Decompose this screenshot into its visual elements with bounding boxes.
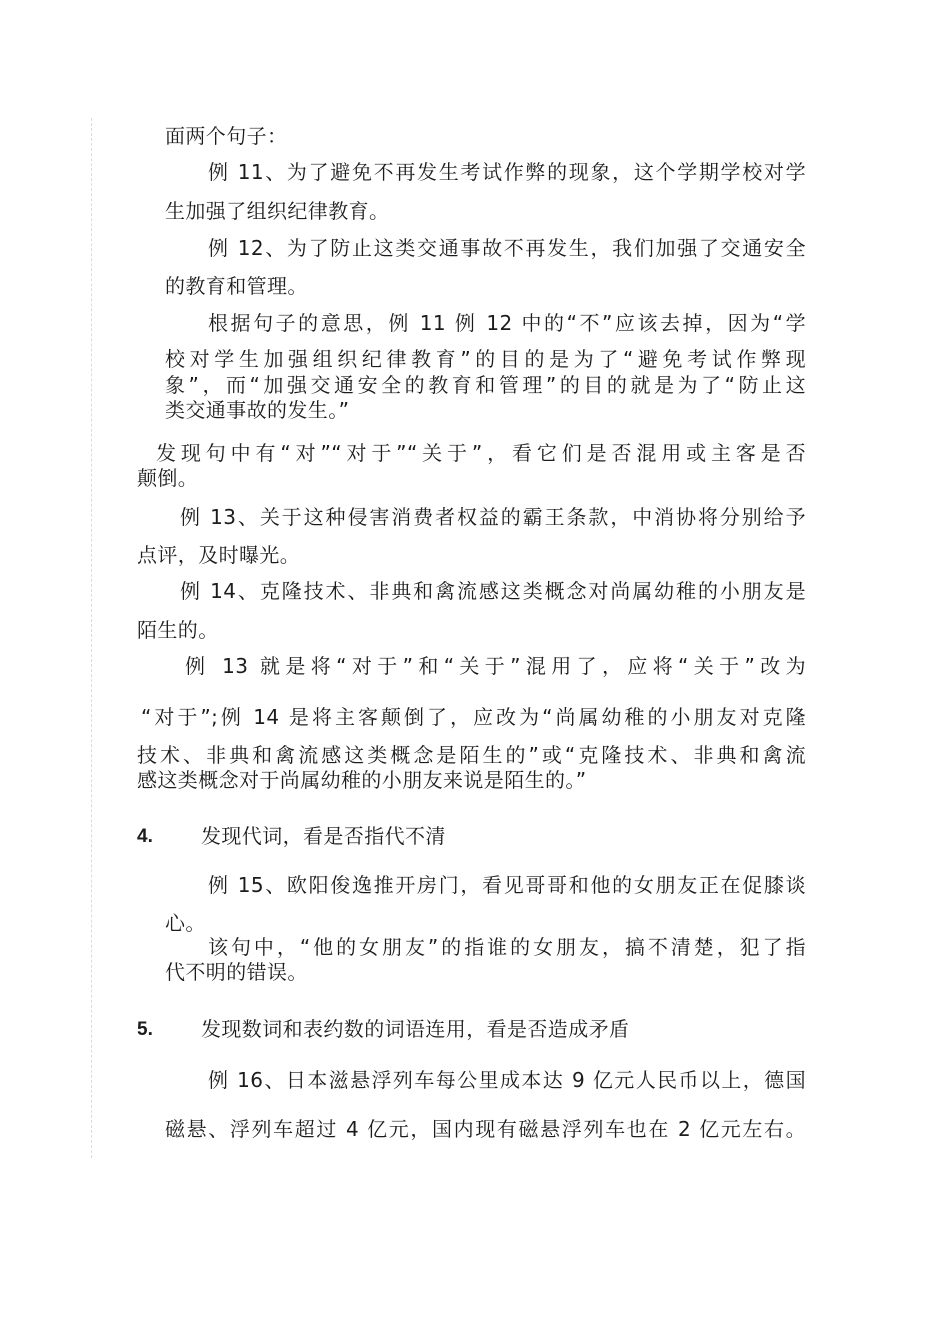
example-11-line: 例 11、为了避免不再发生考试作弊的现象，这个学期学校对学: [208, 160, 806, 184]
example-15-line: 例 15、欧阳俊逸推开房门，看见哥哥和他的女朋友正在促膝谈: [208, 873, 806, 897]
example-13-line: 例 13、关于这种侵害消费者权益的霸王条款，中消协将分别给予: [180, 505, 806, 529]
section-5-number: 5.: [137, 1019, 153, 1040]
section-3-line: 发现句中有“对”“对于”“关于”，看它们是否混用或主客是否: [156, 441, 806, 465]
text-line: 心。: [165, 911, 206, 935]
text-line: 颠倒。: [137, 466, 199, 490]
explanation-line: 根据句子的意思，例 11 例 12 中的“不”应该去掉，因为“学: [208, 311, 806, 335]
text-line: 校对学生加强组织纪律教育”的目的是为了“避免考试作弊现: [165, 347, 806, 371]
section-4-heading: 发现代词，看是否指代不清: [201, 824, 446, 848]
explanation-line: 该句中，“他的女朋友”的指谁的女朋友，搞不清楚，犯了指: [208, 935, 806, 959]
text-line: 磁悬、浮列车超过 4 亿元，国内现有磁悬浮列车也在 2 亿元左右。: [165, 1117, 806, 1141]
text-line: 点评，及时曝光。: [137, 543, 301, 567]
section-5-heading: 发现数词和表约数的词语连用，看是否造成矛盾: [201, 1017, 630, 1041]
page-margin-line: [91, 118, 92, 1158]
example-14-line: 例 14、克隆技术、非典和禽流感这类概念对尚属幼稚的小朋友是: [180, 579, 806, 603]
text-line: 面两个句子：: [165, 124, 288, 148]
text-line: 技术、非典和禽流感这类概念是陌生的”或“克隆技术、非典和禽流: [137, 743, 806, 767]
text-line: 生加强了组织纪律教育。: [165, 199, 390, 223]
text-line: 类交通事故的发生。”: [165, 398, 350, 422]
text-line: 的教育和管理。: [165, 274, 308, 298]
text-line: “对于”;例 14 是将主客颠倒了，应改为“尚属幼稚的小朋友对克隆: [141, 705, 806, 729]
section-4-number: 4.: [137, 826, 153, 847]
example-16-line: 例 16、日本滋悬浮列车每公里成本达 9 亿元人民币以上，德国: [208, 1068, 806, 1092]
example-12-line: 例 12、为了防止这类交通事故不再发生，我们加强了交通安全: [208, 236, 806, 260]
text-line: 陌生的。: [137, 618, 219, 642]
text-line: 感这类概念对于尚属幼稚的小朋友来说是陌生的。”: [137, 768, 587, 792]
text-line: 代不明的错误。: [165, 960, 308, 984]
text-line: 象”，而“加强交通安全的教育和管理”的目的就是为了“防止这: [165, 373, 806, 397]
explanation-line: 例 13 就是将“对于”和“关于”混用了，应将“关于”改为: [185, 654, 806, 678]
